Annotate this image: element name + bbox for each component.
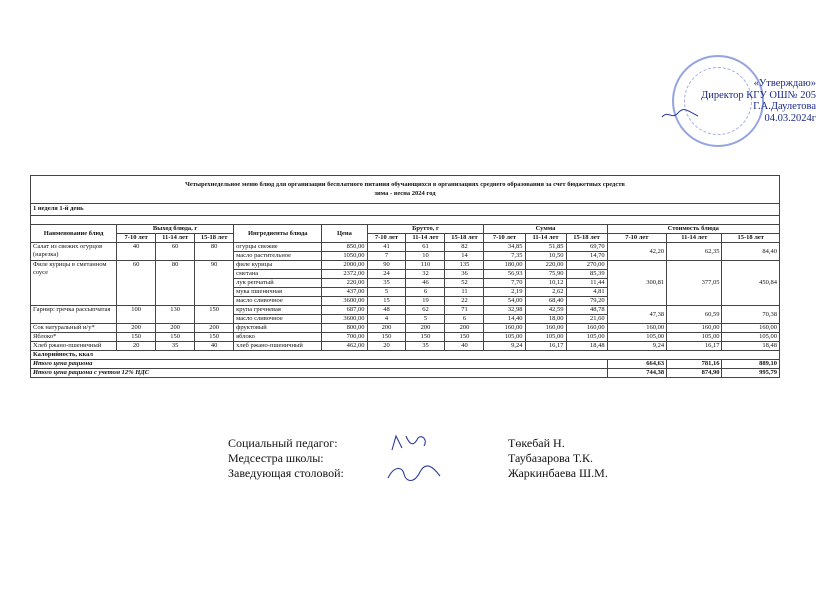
sum-cell: 10,12 <box>525 279 566 288</box>
sum-cell: 220,00 <box>525 261 566 270</box>
brutto-cell: 82 <box>445 243 484 252</box>
staff-role: Заведующая столовой: <box>228 466 344 480</box>
brutto-cell: 32 <box>406 270 445 279</box>
yield-cell: 35 <box>156 342 195 351</box>
cost-cell: 9,24 <box>607 342 667 351</box>
yield-cell: 90 <box>195 261 234 306</box>
brutto-cell: 15 <box>367 297 406 306</box>
sum-cell: 2,62 <box>525 288 566 297</box>
sum-cell: 11,44 <box>566 279 607 288</box>
brutto-cell: 150 <box>406 333 445 342</box>
cost-cell: 105,00 <box>607 333 667 342</box>
sum-cell: 180,00 <box>484 261 525 270</box>
total-vat-value: 874,90 <box>667 369 722 378</box>
header-ingredients: Ингредиенты блюда <box>234 225 322 243</box>
approval-date: 04.03.2024г <box>764 112 816 124</box>
staff-row <box>228 451 708 466</box>
sum-cell: 42,59 <box>525 306 566 315</box>
sum-cell: 48,78 <box>566 306 607 315</box>
brutto-cell: 10 <box>406 252 445 261</box>
price-cell: 3600,00 <box>322 315 367 324</box>
sum-cell: 160,00 <box>525 324 566 333</box>
total-vat-row <box>31 369 780 378</box>
brutto-cell: 200 <box>367 324 406 333</box>
menu-table <box>30 224 780 378</box>
menu-sheet <box>30 175 780 378</box>
dish-name: Салат из свежих огурцов (нарезка) <box>31 243 117 261</box>
brutto-cell: 22 <box>445 297 484 306</box>
calories-label: Калорийность, ккал <box>31 351 780 360</box>
dish-name: Гарнир: гречка рассыпчатая <box>31 306 117 324</box>
header-cost: Стоимость блюда <box>607 225 779 234</box>
total-vat-value: 995,79 <box>722 369 780 378</box>
sum-cell: 51,85 <box>525 243 566 252</box>
sum-cell: 69,70 <box>566 243 607 252</box>
header-age: 15-18 лет <box>445 234 484 243</box>
yield-cell: 150 <box>156 333 195 342</box>
brutto-cell: 7 <box>367 252 406 261</box>
table-row <box>31 243 780 252</box>
yield-cell: 40 <box>195 342 234 351</box>
yield-cell: 40 <box>117 243 156 261</box>
brutto-cell: 35 <box>367 279 406 288</box>
sum-cell: 105,00 <box>484 333 525 342</box>
ingredient-name: филе курицы <box>234 261 322 270</box>
brutto-cell: 200 <box>445 324 484 333</box>
yield-cell: 200 <box>156 324 195 333</box>
staff-name: Төкебай Н. <box>508 436 565 450</box>
price-cell: 3600,00 <box>322 297 367 306</box>
header-age: 15-18 лет <box>195 234 234 243</box>
cost-cell: 160,00 <box>722 324 780 333</box>
brutto-cell: 35 <box>406 342 445 351</box>
cost-cell: 377,05 <box>667 261 722 306</box>
total-row <box>31 360 780 369</box>
ingredient-name: масло сливочное <box>234 315 322 324</box>
price-cell: 437,00 <box>322 288 367 297</box>
sum-cell: 7,35 <box>484 252 525 261</box>
staff-row <box>228 466 708 481</box>
header-age: 11-14 лет <box>667 234 722 243</box>
staff-name: Жаркинбаева Ш.М. <box>508 466 608 480</box>
brutto-cell: 19 <box>406 297 445 306</box>
price-cell: 700,00 <box>322 333 367 342</box>
brutto-cell: 36 <box>445 270 484 279</box>
total-label: Итого цена рациона <box>31 360 608 369</box>
total-value: 781,16 <box>667 360 722 369</box>
dish-name: Филе курицы в сметанном соусе <box>31 261 117 306</box>
ingredient-name: хлеб ржано-пшеничный <box>234 342 322 351</box>
yield-cell: 150 <box>195 306 234 324</box>
brutto-cell: 4 <box>367 315 406 324</box>
cost-cell: 62,35 <box>667 243 722 261</box>
staff-row <box>228 436 708 451</box>
brutto-cell: 110 <box>406 261 445 270</box>
brutto-cell: 6 <box>406 288 445 297</box>
menu-title <box>30 175 780 203</box>
sum-cell: 79,20 <box>566 297 607 306</box>
brutto-cell: 24 <box>367 270 406 279</box>
ingredient-name: масло растительное <box>234 252 322 261</box>
brutto-cell: 20 <box>367 342 406 351</box>
sum-cell: 160,00 <box>566 324 607 333</box>
social-pedagogue-signature <box>388 432 432 454</box>
cost-cell: 60,59 <box>667 306 722 324</box>
header-dish: Наименование блюд <box>31 225 117 243</box>
yield-cell: 200 <box>195 324 234 333</box>
yield-cell: 80 <box>195 243 234 261</box>
header-age: 7-10 лет <box>117 234 156 243</box>
brutto-cell: 6 <box>445 315 484 324</box>
calories-row <box>31 351 780 360</box>
cost-cell: 160,00 <box>667 324 722 333</box>
price-cell: 2000,00 <box>322 261 367 270</box>
ingredient-name: фруктовый <box>234 324 322 333</box>
sum-cell: 21,60 <box>566 315 607 324</box>
ingredient-name: огурцы свежие <box>234 243 322 252</box>
cost-cell: 16,17 <box>667 342 722 351</box>
approval-position: Директор КГУ ОШ№ 205 <box>701 89 816 101</box>
cost-cell: 18,48 <box>722 342 780 351</box>
ingredient-name: яблоко <box>234 333 322 342</box>
ingredient-name: сметана <box>234 270 322 279</box>
table-row <box>31 306 780 315</box>
staff-signatures <box>228 436 708 481</box>
brutto-cell: 52 <box>445 279 484 288</box>
table-row <box>31 342 780 351</box>
dish-name: Сок натуральный и/у* <box>31 324 117 333</box>
table-row <box>31 324 780 333</box>
ingredient-name: крупа гречневая <box>234 306 322 315</box>
header-price: Цена <box>322 225 367 243</box>
sum-cell: 14,40 <box>484 315 525 324</box>
cost-cell: 42,20 <box>607 243 667 261</box>
ingredient-name: мука пшеничная <box>234 288 322 297</box>
yield-cell: 20 <box>117 342 156 351</box>
sum-cell: 56,93 <box>484 270 525 279</box>
cost-cell: 450,84 <box>722 261 780 306</box>
brutto-cell: 150 <box>445 333 484 342</box>
sum-cell: 10,50 <box>525 252 566 261</box>
menu-table-body <box>31 243 780 378</box>
price-cell: 687,00 <box>322 306 367 315</box>
price-cell: 1050,00 <box>322 252 367 261</box>
cost-cell: 70,38 <box>722 306 780 324</box>
yield-cell: 60 <box>156 243 195 261</box>
yield-cell: 60 <box>117 261 156 306</box>
spacer-row <box>30 215 780 224</box>
dish-name: Яблоко* <box>31 333 117 342</box>
approval-title: «Утверждаю» <box>753 78 816 89</box>
brutto-cell: 5 <box>367 288 406 297</box>
header-age: 7-10 лет <box>607 234 667 243</box>
sum-cell: 18,48 <box>566 342 607 351</box>
yield-cell: 200 <box>117 324 156 333</box>
price-cell: 462,00 <box>322 342 367 351</box>
staff-role: Социальный педагог: <box>228 436 338 450</box>
sum-cell: 54,00 <box>484 297 525 306</box>
header-yield: Выход блюда, г <box>117 225 234 234</box>
approval-block <box>701 78 816 124</box>
brutto-cell: 11 <box>445 288 484 297</box>
header-age: 7-10 лет <box>367 234 406 243</box>
sum-cell: 9,24 <box>484 342 525 351</box>
yield-cell: 80 <box>156 261 195 306</box>
dish-name: Хлеб ржано-пшеничный <box>31 342 117 351</box>
sum-cell: 68,40 <box>525 297 566 306</box>
total-value: 889,10 <box>722 360 780 369</box>
staff-name: Таубазарова Т.К. <box>508 451 594 465</box>
total-vat-value: 744,38 <box>607 369 667 378</box>
total-value: 664,63 <box>607 360 667 369</box>
sum-cell: 34,85 <box>484 243 525 252</box>
price-cell: 800,00 <box>322 324 367 333</box>
sum-cell: 32,98 <box>484 306 525 315</box>
approval-name: Г.А.Даулетова <box>753 101 816 112</box>
sum-cell: 270,00 <box>566 261 607 270</box>
week-label: 1 неделя 1-й день <box>30 203 780 215</box>
price-cell: 2372,00 <box>322 270 367 279</box>
sum-cell: 160,00 <box>484 324 525 333</box>
table-row <box>31 261 780 270</box>
sum-cell: 2,19 <box>484 288 525 297</box>
menu-title-line1: Четырехнедельное меню блюд для организации бесплатного питания обучающихся в организациях среднего образования за счет бюджетных средств <box>185 181 625 188</box>
brutto-cell: 150 <box>367 333 406 342</box>
sum-cell: 75,90 <box>525 270 566 279</box>
cost-cell: 105,00 <box>722 333 780 342</box>
sum-cell: 18,00 <box>525 315 566 324</box>
sum-cell: 85,39 <box>566 270 607 279</box>
canteen-head-signature <box>384 462 444 486</box>
brutto-cell: 48 <box>367 306 406 315</box>
cost-cell: 160,00 <box>607 324 667 333</box>
header-age: 11-14 лет <box>406 234 445 243</box>
yield-cell: 100 <box>117 306 156 324</box>
price-cell: 850,00 <box>322 243 367 252</box>
brutto-cell: 71 <box>445 306 484 315</box>
brutto-cell: 5 <box>406 315 445 324</box>
yield-cell: 150 <box>195 333 234 342</box>
brutto-cell: 90 <box>367 261 406 270</box>
table-row <box>31 333 780 342</box>
header-age: 15-18 лет <box>722 234 780 243</box>
cost-cell: 84,40 <box>722 243 780 261</box>
sum-cell: 14,70 <box>566 252 607 261</box>
brutto-cell: 41 <box>367 243 406 252</box>
brutto-cell: 14 <box>445 252 484 261</box>
cost-cell: 47,38 <box>607 306 667 324</box>
yield-cell: 130 <box>156 306 195 324</box>
sum-cell: 7,70 <box>484 279 525 288</box>
cost-cell: 300,81 <box>607 261 667 306</box>
brutto-cell: 62 <box>406 306 445 315</box>
sum-cell: 105,00 <box>525 333 566 342</box>
sum-cell: 4,81 <box>566 288 607 297</box>
brutto-cell: 61 <box>406 243 445 252</box>
director-signature <box>660 108 700 120</box>
brutto-cell: 46 <box>406 279 445 288</box>
sum-cell: 16,17 <box>525 342 566 351</box>
header-age: 11-14 лет <box>156 234 195 243</box>
staff-role: Медсестра школы: <box>228 451 324 465</box>
menu-title-line2: зима - весна 2024 год <box>374 190 436 197</box>
header-brutto: Брутто, г <box>367 225 484 234</box>
ingredient-name: лук репчатый <box>234 279 322 288</box>
price-cell: 220,00 <box>322 279 367 288</box>
header-age: 7-10 лет <box>484 234 525 243</box>
ingredient-name: масло сливочное <box>234 297 322 306</box>
header-sum: Сумма <box>484 225 607 234</box>
brutto-cell: 40 <box>445 342 484 351</box>
yield-cell: 150 <box>117 333 156 342</box>
cost-cell: 105,00 <box>667 333 722 342</box>
header-age: 11-14 лет <box>525 234 566 243</box>
brutto-cell: 200 <box>406 324 445 333</box>
sum-cell: 105,00 <box>566 333 607 342</box>
brutto-cell: 135 <box>445 261 484 270</box>
total-vat-label: Итого цена рациона с учетом 12% НДС <box>31 369 608 378</box>
header-age: 15-18 лет <box>566 234 607 243</box>
